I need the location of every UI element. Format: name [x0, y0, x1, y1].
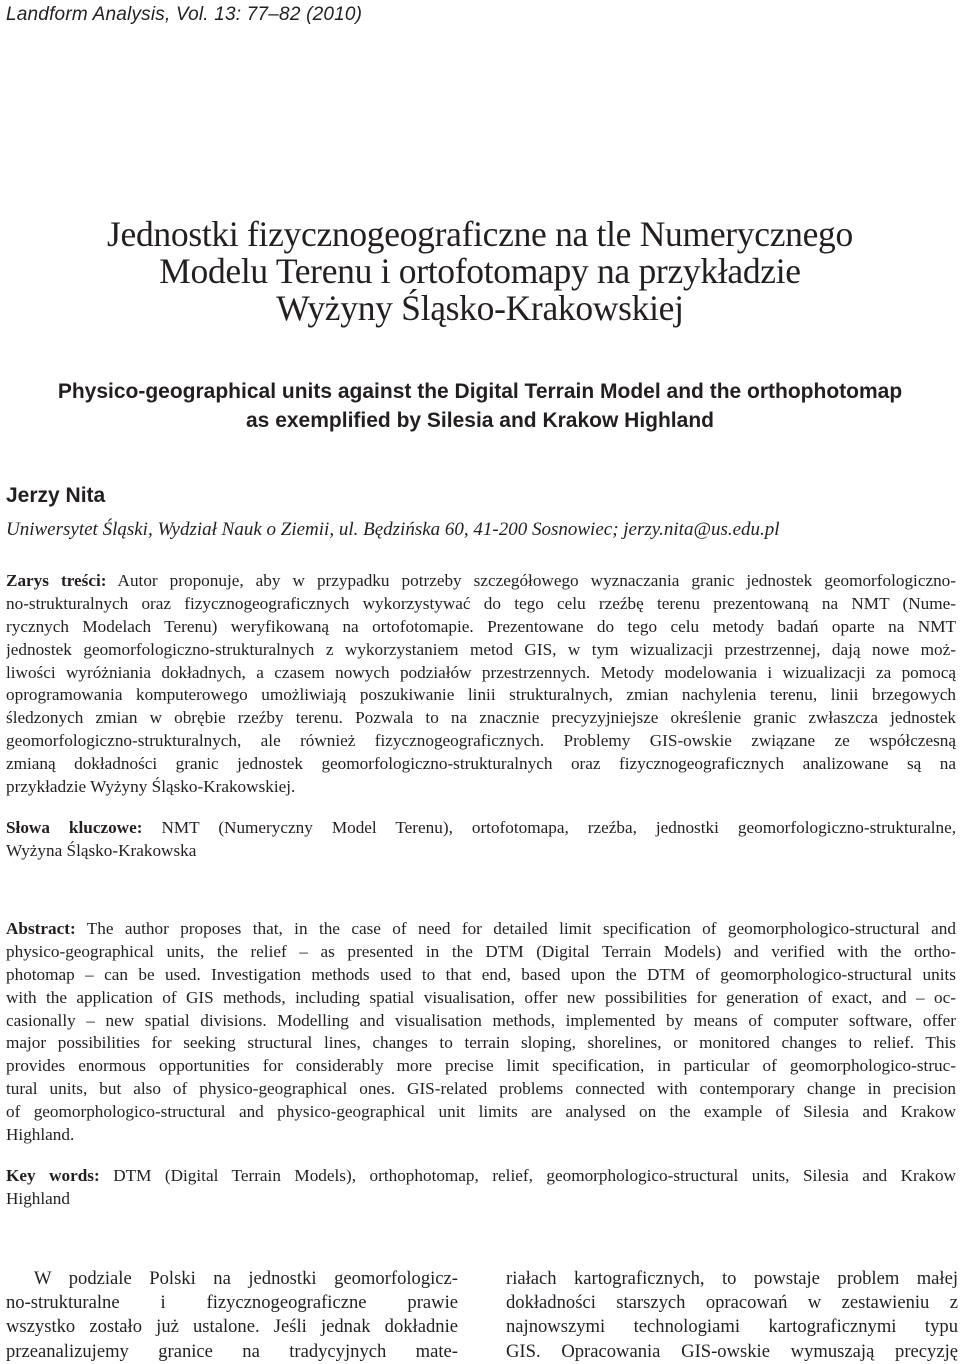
body-line: W podziale Polski na jednostki geomorfologicz-: [34, 1268, 458, 1289]
body-line: wszystko zostało już ustalone. Jeśli jednak dokładnie: [6, 1316, 458, 1338]
abstract-line: photomap – can be used. Investigation methods used to that end, based upon the DTM of geomorphologico-structural units: [6, 964, 956, 984]
title-english-line: as exemplified by Silesia and Krakow Highland: [246, 409, 714, 432]
abstract-section: [6, 918, 956, 1147]
zarys-line: geomorfologiczno-strukturalnych, ale również fizycznogeograficznych. Problemy GIS-owskie związane ze współczesną: [6, 731, 956, 751]
body-line: no-strukturalne i fizycznogeograficzne prawie: [6, 1292, 458, 1314]
abstract-line: physico-geographical units, the relief – as presented in the DTM (Digital Terrain Models) and verified with the ortho-: [6, 941, 956, 961]
slowa-line: Wyżyna Śląsko-Krakowska: [6, 840, 197, 860]
abstract-line: major possibilities for seeking structural lines, changes to terrain sloping, shorelines, or monitored changes to relief. This: [6, 1033, 956, 1053]
author-affiliation: Uniwersytet Śląski, Wydział Nauk o Ziemii, ul. Będzińska 60, 41-200 Sosnowiec; jerzy.nita@us.edu.pl: [6, 519, 780, 540]
body-line: najnowszymi technologiami kartograficznymi typu: [506, 1316, 958, 1338]
zarys-line: oprogramowania komputerowego umożliwiają poszukiwanie linii strukturalnych, zmian nachylenia terenu, linii brzegowych: [6, 685, 956, 705]
body-line: riałach kartograficznych, to powstaje problem małej: [506, 1268, 958, 1289]
keywords-line: DTM (Digital Terrain Models), orthophotomap, relief, geomorphologico-structural units, Silesia and Krakow: [99, 1166, 956, 1185]
zarys-line: zmianą dokładności granic jednostek geomorfologiczno-strukturalnych oraz fizycznogeograficznych analizowane są na: [6, 754, 956, 774]
body-column-right: [506, 1267, 958, 1364]
zarys-line: Autor proponuje, aby w przypadku potrzeby szczegółowego wyznaczania granic jednostek geomorfologiczno-: [106, 571, 956, 590]
zarys-line: śledzonych zmian w obrębie rzeźby terenu. Pozwala to na znacznie precyzyjniejsze określenie granic zwłaszcza jednostek: [6, 708, 956, 728]
abstract-line: with the application of GIS methods, including spatial visualisation, offer new possibilities for generation of exact, and – oc-: [6, 987, 956, 1007]
author-name: Jerzy Nita: [6, 484, 106, 507]
title-polish-line: Wyżyny Śląsko-Krakowskiej: [276, 288, 684, 328]
title-polish-line: Jednostki fizycznogeograficzne na tle Numerycznego: [107, 214, 853, 254]
journal-citation: Landform Analysis, Vol. 13: 77–82 (2010): [6, 4, 363, 25]
zarys-tresci-section: [6, 570, 956, 799]
abstract-label: Abstract:: [6, 919, 76, 938]
keywords-line: Highland: [6, 1188, 70, 1208]
body-line: przeanalizujemy granice na tradycyjnych mate-: [6, 1340, 458, 1362]
keywords-label: Key words:: [6, 1166, 100, 1185]
slowa-kluczowe-section: [6, 817, 956, 863]
title-english: [20, 377, 940, 435]
body-column-left: [6, 1267, 458, 1364]
zarys-line: rycznych Modelach Terenu) weryfikowaną na ortofotomapie. Prezentowane do tego celu metody badań oparte na NMT: [6, 616, 956, 636]
body-line: dokładności starszych opracowań w zestawieniu z: [506, 1292, 958, 1314]
title-polish: [40, 216, 920, 327]
abstract-line: The author proposes that, in the case of need for detailed limit specification of geomorphologico-structural and: [75, 919, 956, 938]
abstract-line: tural units, but also of physico-geographical ones. GIS-related problems connected with contemporary change in precision: [6, 1079, 956, 1099]
abstract-line: of geomorphologico-structural and physico-geographical unit limits are analysed on the example of Silesia and Krakow: [6, 1102, 956, 1122]
body-line: GIS. Opracowania GIS-owskie wymuszają precyzję: [506, 1340, 958, 1362]
title-english-line: Physico-geographical units against the Digital Terrain Model and the orthophotomap: [57, 380, 903, 403]
abstract-line: Highland.: [6, 1125, 75, 1145]
abstract-line: provides enormous opportunities for considerably more precise limit specification, in particular of geomorphologico-struc-: [6, 1056, 956, 1076]
zarys-line: przykładzie Wyżyny Śląsko-Krakowskiej.: [6, 777, 296, 797]
abstract-line: casionally – new spatial divisions. Modelling and visualisation methods, implemented by means of computer software, offer: [6, 1010, 956, 1030]
zarys-line: jednostek geomorfologiczno-strukturalnych z wykorzystaniem metod GIS, w tym wizualizacji przestrzennej, dają nowe moż-: [6, 639, 956, 659]
title-polish-line: Modelu Terenu i ortofotomapy na przykładzie: [159, 251, 801, 291]
slowa-line: NMT (Numeryczny Model Terenu), ortofotomapa, rzeźba, jednostki geomorfologiczno-strukturalne,: [142, 818, 956, 837]
zarys-line: no-strukturalnych oraz fizycznogeograficznych wykorzystywać do tego celu rzeźbę terenu prezentowaną na NMT (Nume-: [6, 593, 956, 613]
slowa-label: Słowa kluczowe:: [6, 818, 143, 837]
key-words-section: [6, 1165, 956, 1211]
zarys-line: liwości wyróżniania dokładnych, a czasem nowych podziałów przestrzennych. Metody modelowania i wizualizacji za pomocą: [6, 662, 956, 682]
zarys-label: Zarys treści:: [6, 571, 107, 590]
